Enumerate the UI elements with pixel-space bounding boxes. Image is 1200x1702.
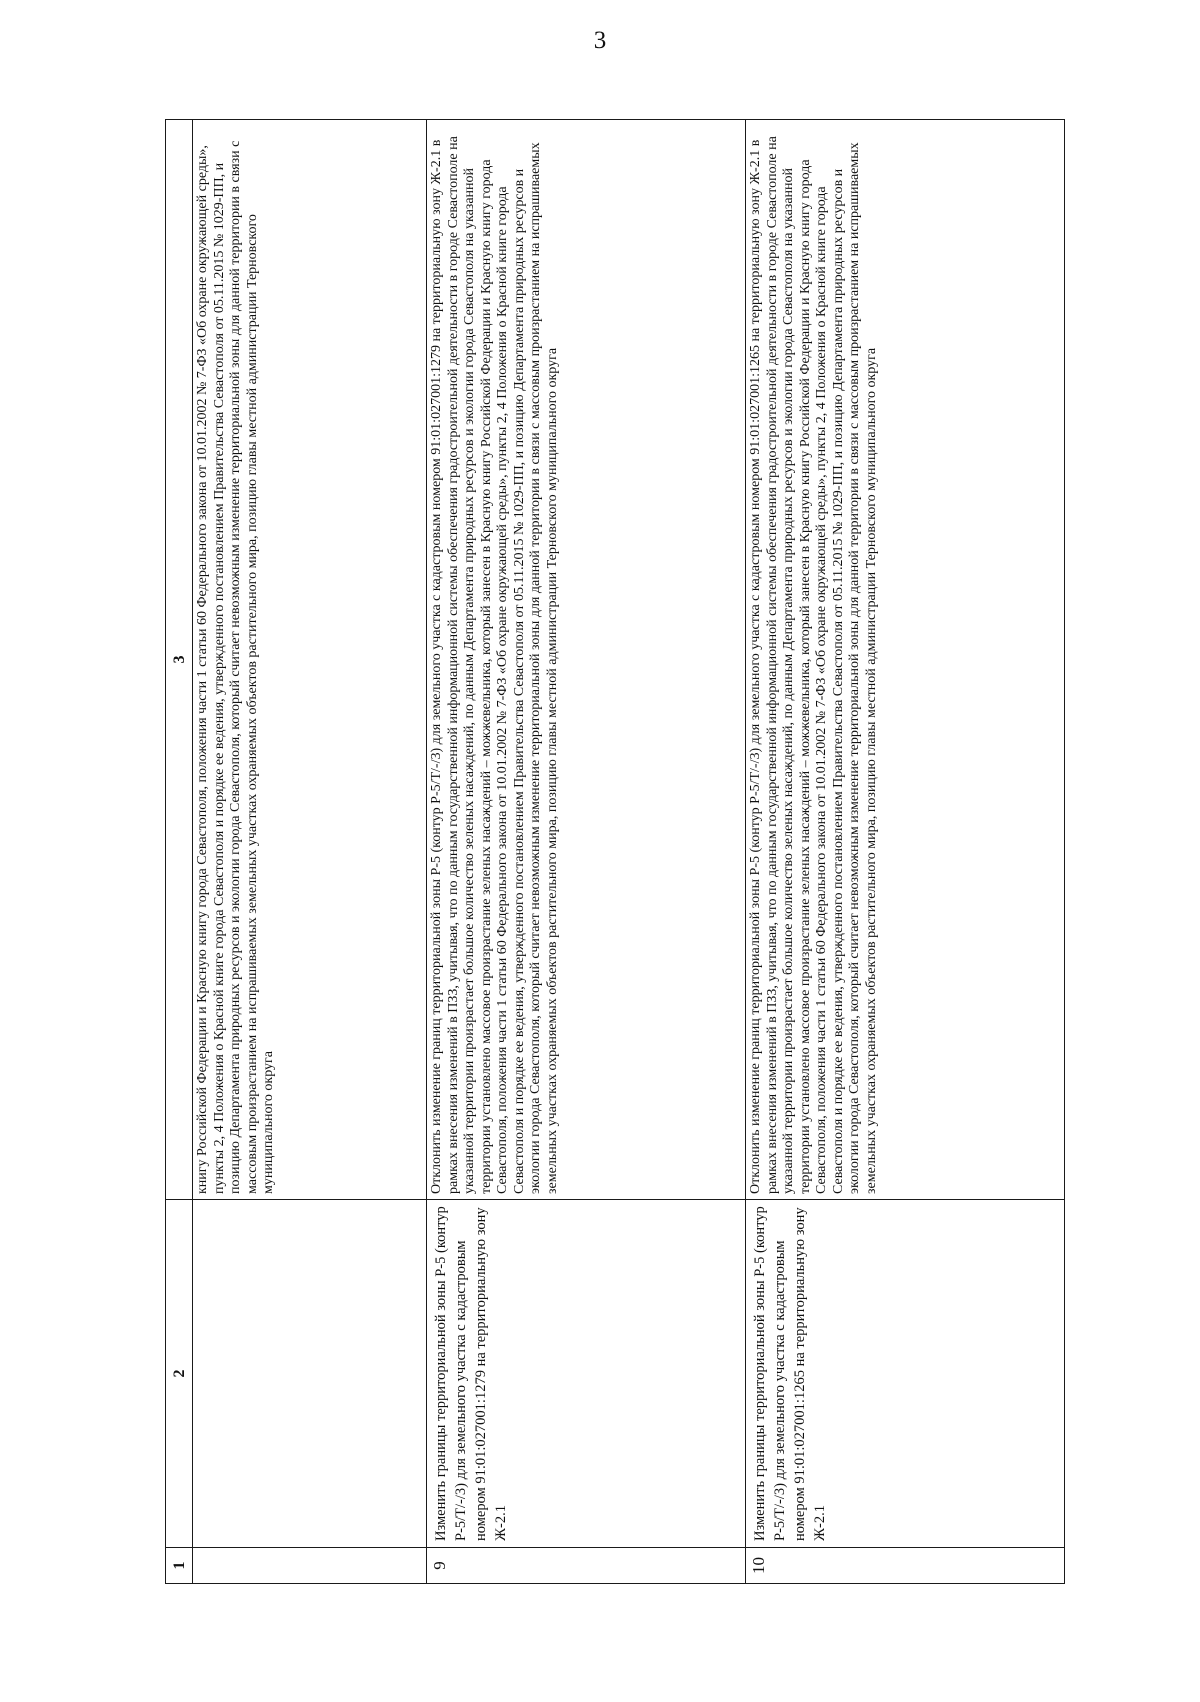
row-decision: Отклонить изменение границ территориальной зоны Р-5 (контур Р-5/Т/-/3) для земельного участка с кадастровым номером 91:01:027001:1279 на территориальную зону Ж-2.1 в рамках внесения изменений в ПЗЗ, учитывая, что по данным государственной информационной системы обеспечения градостроительной деятельности в городе Севастополе на указанной территории произрастает большое количество зеленых насаждений, по данным Департамента природных ресурсов и экологии города Севастополя на указанной территории установлено массовое произрастание зеленых насаждений – можжевельника, который занесен в Красную книгу Российской Федерации и Красную книгу города Севастополя, положения части 1 статьи 60 Федерального закона от 10.01.2002 № 7-ФЗ «Об охране окружающей среды», пункты 2, 4 Положения о Красной книге города Севастополя и порядке ее ведения, утвержденного постановлением Правительства Севастополя от 05.11.2015 № 1029-ПП, и позицию Департамента природных ресурсов и экологии города Севастополя, который считает невозможным изменение территориальной зоны для данной территории в связи с массовым произрастанием на испрашиваемых земельных участках охраняемых объектов растительного мира, позицию главы местной администрации Терновского муниципального округа: [427, 120, 746, 1200]
header-col-3: 3: [166, 120, 193, 1200]
row-decision: Отклонить изменение границ территориальной зоны Р-5 (контур Р-5/Т/-/3) для земельного участка с кадастровым номером 91:01:027001:1265 на территориальную зону Ж-2.1 в рамках внесения изменений в ПЗЗ, учитывая, что по данным государственной информационной системы обеспечения градостроительной деятельности в городе Севастополе на указанной территории произрастает большое количество зеленых насаждений, по данным Департамента природных ресурсов и экологии города Севастополя на указанной территории установлено массовое произрастание зеленых насаждений – можжевельника, который занесен в Красную книгу Российской Федерации и Красную книгу города Севастополя, положения части 1 статьи 60 Федерального закона от 10.01.2002 № 7-ФЗ «Об охране окружающей среды», пункты 2, 4 Положения о Красной книге города Севастополя и порядке ее ведения, утвержденного постановлением Правительства Севастополя от 05.11.2015 № 1029-ПП, и позицию Департамента природных ресурсов и экологии города Севастополя, который считает невозможным изменение территориальной зоны для данной территории в связи с массовым произрастанием на испрашиваемых земельных участках охраняемых объектов растительного мира, позицию главы местной администрации Терновского муниципального округа: [746, 120, 1065, 1200]
header-col-2: 2: [166, 1200, 193, 1548]
row-number: 9: [427, 1548, 746, 1584]
table-row: [427, 120, 746, 1584]
row-description: [193, 1200, 427, 1548]
table-row: [193, 120, 427, 1584]
row-description: Изменить границы территориальной зоны Р-5 (контур Р-5/Т/-/3) для земельного участка с кадастровым номером 91:01:027001:1265 на территориальную зону Ж-2.1: [746, 1200, 1065, 1548]
decisions-table: [165, 119, 1065, 1584]
rotated-table-wrapper: [165, 120, 1063, 1584]
row-description: Изменить границы территориальной зоны Р-5 (контур Р-5/Т/-/3) для земельного участка с кадастровым номером 91:01:027001:1279 на территориальную зону Ж-2.1: [427, 1200, 746, 1548]
header-col-1: 1: [166, 1548, 193, 1584]
row-decision: книгу Российской Федерации и Красную книгу города Севастополя, положения части 1 статьи 60 Федерального закона от 10.01.2002 № 7-ФЗ «Об охране окружающей среды», пункты 2, 4 Положения о Красной книге города Севастополя и порядке ее ведения, утвержденного постановлением Правительства Севастополя от 05.11.2015 № 1029-ПП, и позицию Департамента природных ресурсов и экологии города Севастополя, который считает невозможным изменение территориальной зоны для данной территории в связи с массовым произрастанием на испрашиваемых земельных участках охраняемых объектов растительного мира, позицию главы местной администрации Терновского муниципального округа: [193, 120, 427, 1200]
page-number: 3: [593, 27, 607, 54]
table-header-row: [166, 120, 193, 1584]
row-number: [193, 1548, 427, 1584]
row-number: 10: [746, 1548, 1065, 1584]
table-row: [746, 120, 1065, 1584]
